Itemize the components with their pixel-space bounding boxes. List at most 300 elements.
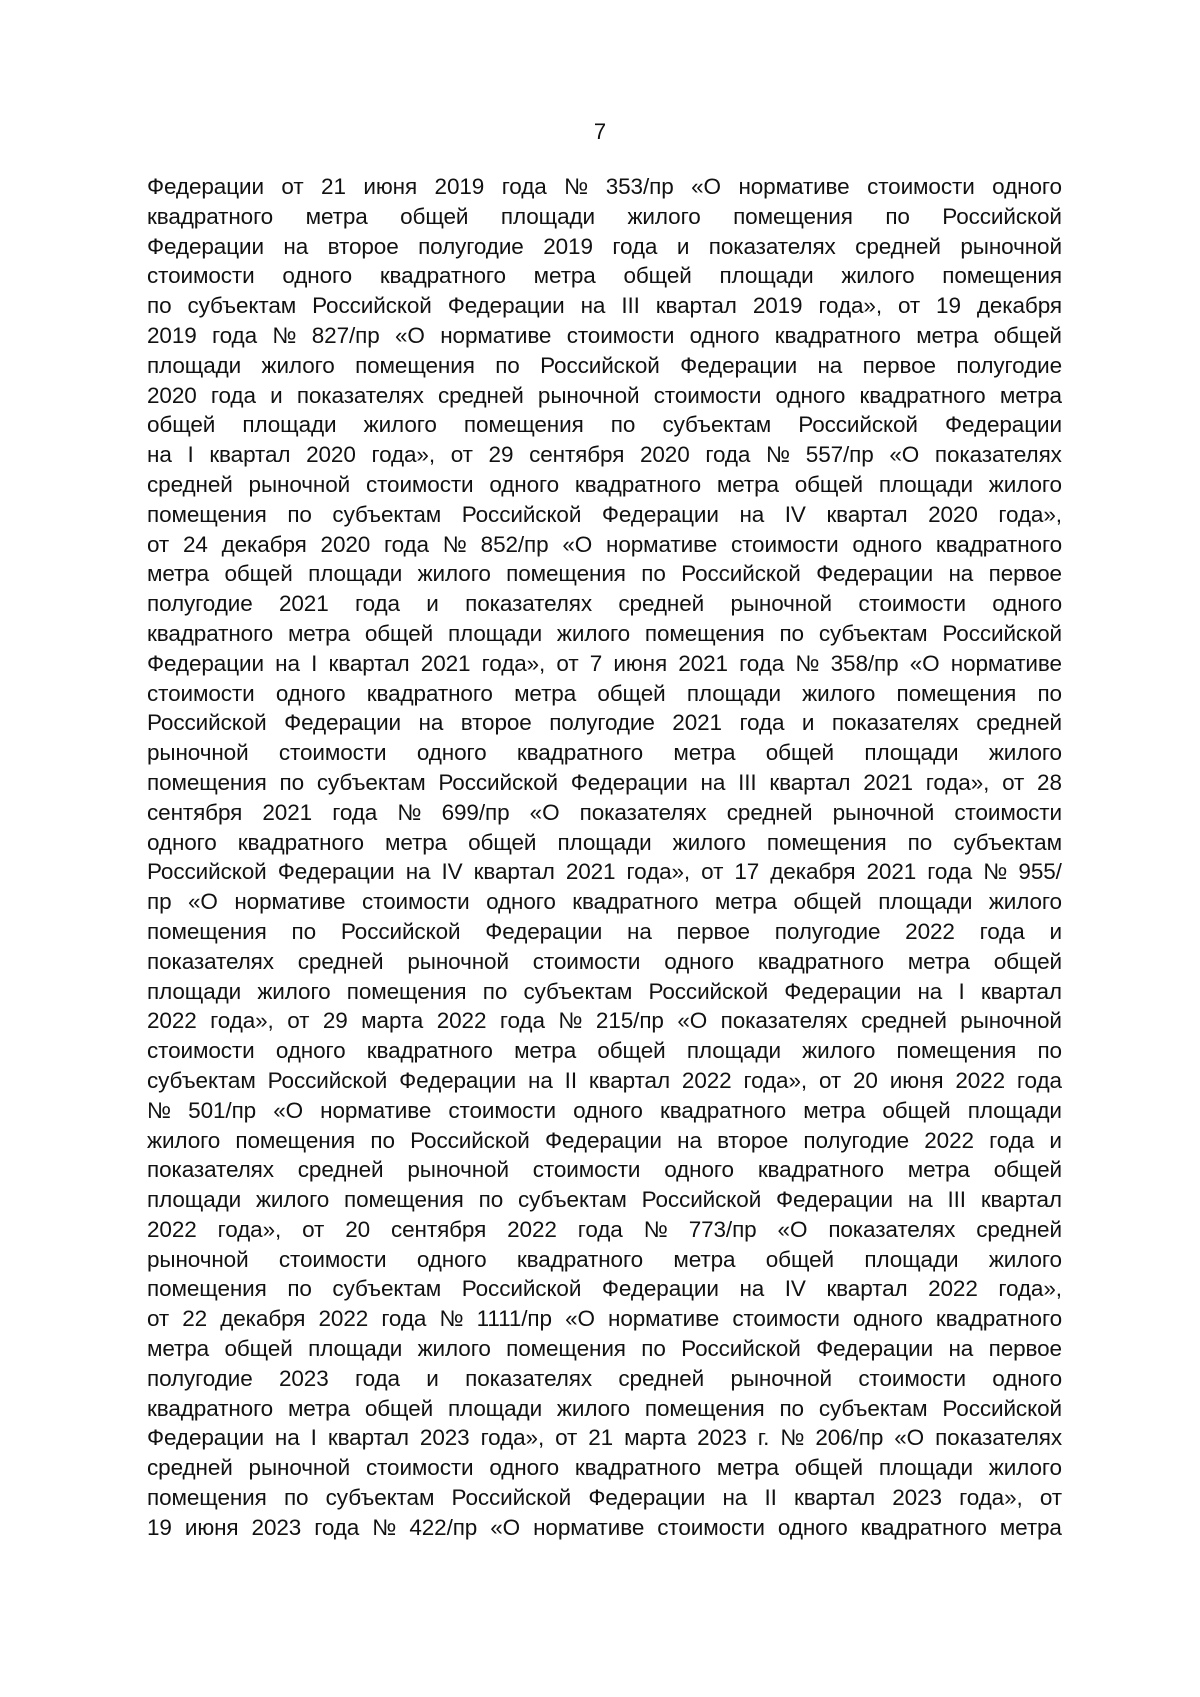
text-word: года», xyxy=(818,293,882,319)
text-line xyxy=(147,261,1062,291)
text-word: общей xyxy=(224,561,293,587)
text-word: № xyxy=(983,859,1008,885)
text-word: площади xyxy=(864,1246,959,1272)
text-word: и xyxy=(676,233,690,259)
text-word: квартал xyxy=(327,1425,409,1451)
text-word: «О xyxy=(565,1306,595,1332)
text-word: квартал xyxy=(769,769,851,795)
text-word: года xyxy=(354,591,400,617)
text-word: второе xyxy=(717,1127,789,1153)
text-line xyxy=(147,977,1062,1007)
text-word: Федерации xyxy=(776,1187,893,1213)
text-word: 20 xyxy=(345,1216,371,1242)
text-word: 17 xyxy=(734,859,760,885)
text-word: № xyxy=(372,1514,397,1540)
text-line xyxy=(147,649,1062,679)
text-line xyxy=(147,1483,1062,1513)
text-word: стоимости xyxy=(147,680,255,706)
text-word: года», xyxy=(217,1216,282,1242)
text-word: от xyxy=(147,531,170,557)
text-word: жилого xyxy=(627,203,701,229)
text-word: по xyxy=(283,1485,309,1511)
text-word: на xyxy=(739,501,765,527)
text-word: г. xyxy=(757,1425,770,1451)
text-word: III xyxy=(738,769,757,795)
text-word: метра xyxy=(147,561,210,587)
text-word: года xyxy=(989,1127,1035,1153)
text-word: помещения xyxy=(147,1276,267,1302)
text-word: 2020 xyxy=(147,382,197,408)
text-word: помещения xyxy=(235,1127,356,1153)
text-word: года xyxy=(979,918,1025,944)
text-line xyxy=(147,738,1062,768)
text-word: года xyxy=(577,1216,623,1242)
text-word: квартал xyxy=(655,293,737,319)
text-word: площади xyxy=(878,889,973,915)
text-word: стоимости xyxy=(858,1365,966,1391)
text-word: 2021 xyxy=(262,799,313,825)
text-word: рыночной xyxy=(537,382,640,408)
text-word: II xyxy=(764,1485,777,1511)
text-word: площади xyxy=(147,978,242,1004)
text-word: стоимости xyxy=(954,799,1062,825)
text-word: общей xyxy=(794,1455,863,1481)
text-word: Федерации xyxy=(588,1485,706,1511)
text-word: одного xyxy=(275,680,346,706)
text-word: по xyxy=(1037,680,1062,706)
text-word: 2022 xyxy=(955,1067,1005,1093)
text-word: по xyxy=(370,1127,395,1153)
text-word: субъектам xyxy=(818,620,928,646)
text-line xyxy=(147,1423,1062,1453)
text-word: № xyxy=(643,1216,668,1242)
text-word: метра xyxy=(384,829,448,855)
text-word: 2021 xyxy=(863,769,913,795)
text-line xyxy=(147,1066,1062,1096)
text-word: IV xyxy=(784,501,806,527)
text-word: декабря xyxy=(220,1306,306,1332)
text-word: июня xyxy=(363,174,418,199)
text-word: «О xyxy=(490,1514,521,1540)
text-word: 2023 xyxy=(251,1514,302,1540)
text-word: I xyxy=(310,1425,317,1451)
text-word: жилого xyxy=(556,620,631,646)
text-word: квадратного xyxy=(860,1514,987,1540)
text-line xyxy=(147,1364,1062,1394)
text-word: на xyxy=(722,1485,748,1511)
text-word: нормативе xyxy=(608,1306,720,1332)
text-word: Российской xyxy=(681,561,801,587)
text-word: нормативе xyxy=(234,889,346,915)
text-word: года xyxy=(739,710,785,736)
text-word: площади xyxy=(864,740,959,766)
text-word: на xyxy=(147,442,172,468)
text-word: 19 xyxy=(936,293,961,319)
text-word: июня xyxy=(184,1514,239,1540)
text-word: показателях xyxy=(935,1425,1062,1451)
text-word: на xyxy=(283,233,309,259)
text-word: рыночной xyxy=(960,233,1062,259)
text-word: № xyxy=(795,650,820,676)
text-word: стоимости xyxy=(532,1157,641,1183)
text-word: метра xyxy=(305,203,368,229)
text-word: показателях xyxy=(934,442,1062,468)
text-word: помещения xyxy=(896,680,1017,706)
text-word: 206/пр xyxy=(815,1425,884,1451)
text-word: декабря xyxy=(976,293,1062,319)
text-word: Российской xyxy=(942,620,1062,646)
text-word: субъектам xyxy=(662,412,772,438)
text-word: площади xyxy=(878,1455,973,1481)
text-word: на xyxy=(580,293,606,319)
text-word: от xyxy=(701,859,724,885)
text-word: помещения xyxy=(506,561,626,587)
text-word: № xyxy=(442,531,467,557)
text-line xyxy=(147,1006,1062,1036)
text-word: рыночной xyxy=(730,1365,832,1391)
text-word: средней xyxy=(855,233,941,259)
text-word: Российской xyxy=(147,710,267,736)
text-word: Федерации xyxy=(601,501,719,527)
text-word: стоимости xyxy=(278,740,387,766)
text-word: от xyxy=(1002,769,1025,795)
text-word: 2022 xyxy=(928,1276,978,1302)
text-word: площади xyxy=(686,1038,781,1064)
text-word: метра xyxy=(714,889,777,915)
text-word: площади xyxy=(719,263,814,289)
text-word: рыночной xyxy=(248,1455,351,1481)
text-word: стоимости xyxy=(532,948,641,974)
text-word: жилого xyxy=(556,1395,631,1421)
text-word: года», xyxy=(481,650,546,676)
text-word: 2019 xyxy=(752,293,803,319)
text-word: общей xyxy=(993,1157,1062,1183)
text-line xyxy=(147,887,1062,917)
text-word: и xyxy=(270,382,283,408)
text-word: 2022 xyxy=(147,1008,197,1034)
text-word: одного xyxy=(489,1455,560,1481)
text-word: пр xyxy=(147,889,172,915)
text-word: субъектам xyxy=(332,501,442,527)
text-word: полугодие xyxy=(549,710,655,736)
text-word: рыночной xyxy=(248,471,351,497)
text-word: на xyxy=(677,1127,702,1153)
text-word: по xyxy=(291,918,317,944)
text-word: Российской xyxy=(410,1127,530,1153)
text-word: помещения xyxy=(463,412,584,438)
text-word: одного xyxy=(852,531,923,557)
text-line xyxy=(147,708,1062,738)
text-word: № xyxy=(147,1097,172,1123)
text-word: по xyxy=(779,1395,804,1421)
text-word: года xyxy=(314,1514,360,1540)
text-word: года xyxy=(384,531,429,557)
text-word: 353/пр xyxy=(605,174,674,199)
text-word: стоимости xyxy=(657,1514,765,1540)
text-line xyxy=(147,351,1062,381)
text-word: Федерации xyxy=(680,352,798,378)
text-word: Российской xyxy=(648,978,769,1004)
text-word: метра xyxy=(916,322,979,348)
text-word: от xyxy=(281,174,304,199)
text-word: 2023 xyxy=(278,1365,329,1391)
text-word: квадратного xyxy=(237,829,364,855)
text-word: квадратного xyxy=(935,1306,1062,1332)
text-word: на xyxy=(948,561,974,587)
text-word: 19 xyxy=(147,1514,172,1540)
text-word: Федерации xyxy=(784,978,902,1004)
text-line xyxy=(147,202,1062,232)
text-word: по xyxy=(478,1187,504,1213)
text-word: полугодие xyxy=(147,591,253,617)
text-word: 2020 xyxy=(928,501,978,527)
text-word: квадратного xyxy=(859,382,986,408)
text-word: показателях xyxy=(147,948,274,974)
text-line xyxy=(147,172,1062,202)
text-word: 699/пр xyxy=(441,799,510,825)
text-word: субъектам xyxy=(147,1067,256,1093)
text-word: от xyxy=(1039,1485,1062,1511)
text-word: общей xyxy=(364,620,434,646)
text-word: квартал xyxy=(980,978,1062,1004)
text-word: декабря xyxy=(770,859,856,885)
text-line xyxy=(147,1394,1062,1424)
text-line xyxy=(147,1304,1062,1334)
text-word: показателях xyxy=(147,1157,274,1183)
text-word: средней xyxy=(297,1157,384,1183)
text-word: по xyxy=(885,203,910,229)
text-word: на xyxy=(739,1276,765,1302)
text-word: «О xyxy=(894,1425,925,1451)
text-word: 2023 xyxy=(419,1425,470,1451)
text-word: средней xyxy=(861,1008,947,1034)
text-word: Российской xyxy=(942,1395,1062,1421)
text-word: одного xyxy=(992,174,1062,199)
text-word: одного xyxy=(664,948,734,974)
text-word: жилого xyxy=(988,471,1062,497)
text-word: от xyxy=(897,293,921,319)
text-word: нормативе xyxy=(950,650,1062,676)
text-word: рыночной xyxy=(407,1157,509,1183)
text-word: одного xyxy=(992,1365,1062,1391)
text-word: площади xyxy=(967,1097,1062,1123)
text-word: 501/пр xyxy=(188,1097,257,1123)
text-word: площади xyxy=(447,1395,543,1421)
text-word: 21 xyxy=(588,1425,614,1451)
text-word: квартал xyxy=(209,442,291,468)
text-word: стоимости xyxy=(361,889,470,915)
text-word: помещения xyxy=(346,978,467,1004)
text-word: нормативе xyxy=(606,531,718,557)
text-word: года xyxy=(332,799,378,825)
text-word: помещения xyxy=(147,1485,267,1511)
text-word: 2020 xyxy=(320,531,371,557)
text-word: рыночной xyxy=(147,740,249,766)
text-word: второе xyxy=(460,710,532,736)
text-word: помещения xyxy=(942,263,1062,289)
text-word: и xyxy=(426,1365,439,1391)
text-line xyxy=(147,589,1062,619)
text-word: Федерации xyxy=(147,233,264,259)
text-word: 22 xyxy=(182,1306,208,1332)
text-word: средней xyxy=(976,710,1062,736)
text-word: Российской xyxy=(451,1485,572,1511)
text-word: от xyxy=(302,1216,325,1242)
text-word: площади xyxy=(147,352,242,378)
text-word: 29 xyxy=(322,1008,348,1034)
text-line xyxy=(147,1155,1062,1185)
text-word: одного xyxy=(775,382,846,408)
text-word: 955/ xyxy=(1018,859,1062,885)
text-word: Российской xyxy=(942,203,1062,229)
text-word: квартал xyxy=(826,1276,908,1302)
text-word: Российской xyxy=(540,352,660,378)
text-word: общей xyxy=(364,1395,434,1421)
text-word: по xyxy=(641,561,666,587)
text-word: I xyxy=(958,978,965,1004)
text-word: «О xyxy=(909,650,940,676)
text-word: жилого xyxy=(672,829,746,855)
text-word: июня xyxy=(889,1067,944,1093)
text-word: одного xyxy=(275,1038,346,1064)
text-word: жилого xyxy=(417,1336,491,1362)
text-word: 28 xyxy=(1037,769,1062,795)
text-line xyxy=(147,1245,1062,1275)
text-word: Федерации xyxy=(147,1425,264,1451)
text-word: от xyxy=(556,650,579,676)
text-word: площади xyxy=(500,203,595,229)
text-word: площади xyxy=(308,1336,403,1362)
text-word: стоимости xyxy=(732,1306,840,1332)
text-word: площади xyxy=(557,829,652,855)
text-word: по xyxy=(279,769,305,795)
text-line xyxy=(147,1274,1062,1304)
text-word: I xyxy=(187,442,194,468)
text-word: Федерации xyxy=(945,412,1062,438)
text-word: на xyxy=(274,1425,300,1451)
text-word: общей xyxy=(793,889,862,915)
text-word: Федерации xyxy=(447,293,565,319)
body-text xyxy=(147,172,1062,1543)
text-word: одного xyxy=(664,1157,734,1183)
text-word: 7 xyxy=(589,650,603,676)
text-word: квартал xyxy=(328,650,410,676)
text-word: метра xyxy=(147,1336,210,1362)
text-word: на xyxy=(917,978,943,1004)
text-line xyxy=(147,857,1062,887)
text-word: одного xyxy=(282,263,353,289)
text-line xyxy=(147,1215,1062,1245)
text-word: метра xyxy=(999,382,1062,408)
text-word: года», xyxy=(743,1067,808,1093)
text-word: «О xyxy=(188,889,218,915)
text-word: и xyxy=(426,591,439,617)
text-word: 2019 xyxy=(543,233,593,259)
text-word: сентября xyxy=(147,799,243,825)
text-word: общей xyxy=(623,263,692,289)
text-word: июня xyxy=(613,650,668,676)
text-word: стоимости xyxy=(147,263,255,289)
text-word: от xyxy=(147,1306,170,1332)
text-line xyxy=(147,917,1062,947)
text-word: 2019 xyxy=(434,174,485,199)
text-word: 2021 xyxy=(420,650,471,676)
text-word: площади xyxy=(242,412,337,438)
text-word: «О xyxy=(529,799,560,825)
text-word: IV xyxy=(441,859,463,885)
text-word: по xyxy=(287,501,312,527)
text-word: IV xyxy=(784,1276,806,1302)
text-word: общей xyxy=(993,322,1062,348)
text-word: 422/пр xyxy=(409,1514,478,1540)
text-word: стоимости xyxy=(867,174,975,199)
text-line xyxy=(147,500,1062,530)
text-line xyxy=(147,679,1062,709)
text-line xyxy=(147,828,1062,858)
text-word: средней xyxy=(726,799,813,825)
text-word: квадратного xyxy=(516,740,643,766)
text-word: рыночной xyxy=(147,1246,249,1272)
text-word: жилого xyxy=(257,978,331,1004)
text-word: показателях xyxy=(296,382,424,408)
text-word: 2022 xyxy=(905,918,955,944)
text-word: по xyxy=(1037,1038,1062,1064)
text-word: 773/пр xyxy=(688,1216,757,1242)
text-word: метра xyxy=(716,471,779,497)
text-line xyxy=(147,1334,1062,1364)
text-word: полугодие xyxy=(803,1127,909,1153)
text-word: от xyxy=(450,442,473,468)
text-word: Российской xyxy=(147,859,267,885)
text-word: стоимости xyxy=(278,1246,387,1272)
text-line xyxy=(147,559,1062,589)
text-line xyxy=(147,1036,1062,1066)
text-word: квадратного xyxy=(379,263,506,289)
text-word: на xyxy=(627,918,652,944)
text-word: метра xyxy=(803,1097,866,1123)
text-word: стоимости xyxy=(147,1038,255,1064)
text-word: 29 xyxy=(488,442,514,468)
text-word: одного xyxy=(992,591,1062,617)
text-word: первое xyxy=(676,918,750,944)
text-word: 2022 xyxy=(436,1008,487,1034)
text-word: на xyxy=(275,650,300,676)
text-word: Федерации xyxy=(284,710,402,736)
text-word: 21 xyxy=(321,174,346,199)
text-word: года», xyxy=(626,859,691,885)
text-word: 215/пр xyxy=(595,1008,664,1034)
text-word: стоимости xyxy=(566,322,675,348)
text-word: метра xyxy=(716,1455,779,1481)
text-word: рыночной xyxy=(832,799,935,825)
text-word: 2019 xyxy=(147,322,197,348)
text-word: полугодие xyxy=(774,918,881,944)
text-word: «О xyxy=(562,531,593,557)
text-word: квадратного xyxy=(574,471,701,497)
text-word: 2021 xyxy=(672,710,722,736)
text-word: и xyxy=(1049,1127,1062,1153)
text-word: общей xyxy=(400,203,469,229)
text-word: жилого xyxy=(988,1246,1062,1272)
text-word: квадратного xyxy=(147,1395,274,1421)
text-word: рыночной xyxy=(960,1008,1062,1034)
text-word: Федерации xyxy=(816,1336,934,1362)
text-word: № xyxy=(780,1425,805,1451)
text-word: «О xyxy=(273,1097,304,1123)
text-word: жилого xyxy=(802,680,876,706)
text-word: средней xyxy=(976,1216,1062,1242)
text-word: «О xyxy=(677,1008,708,1034)
